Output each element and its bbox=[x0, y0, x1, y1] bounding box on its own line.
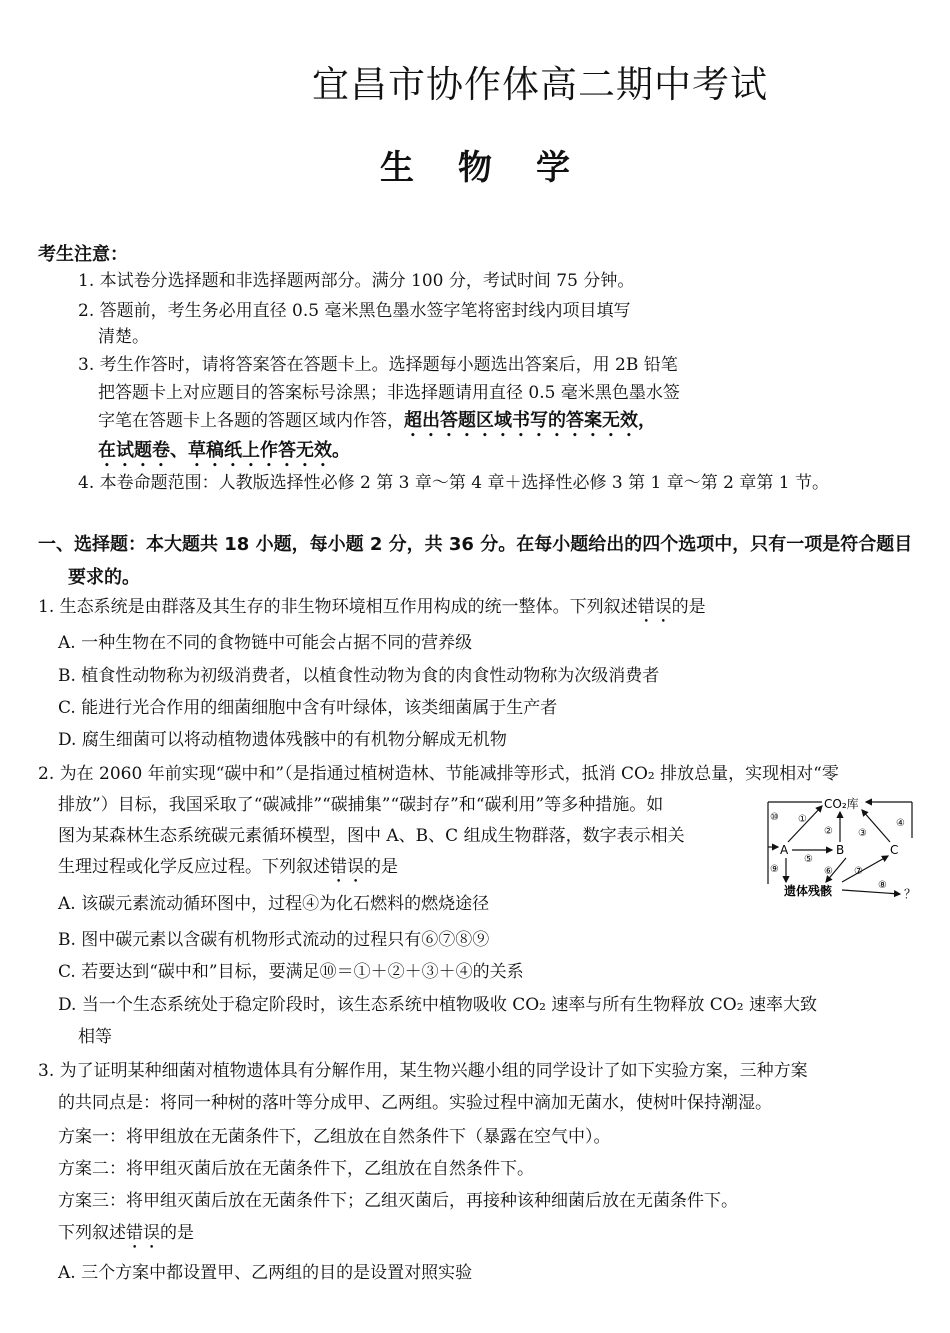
stem-text: 的是 bbox=[160, 1223, 194, 1243]
question-stem bbox=[58, 856, 398, 887]
stem-text: 1. 生态系统是由群落及其生存的非生物环境相互作用构成的统一整体。下列叙述 bbox=[38, 597, 638, 617]
subject-title bbox=[380, 140, 570, 189]
notice-item: 4. 本卷命题范围：人教版选择性必修 2 第 3 章～第 4 章＋选择性必修 3 第 1 章～第 2 章第 1 节。 bbox=[78, 473, 829, 493]
notice-emphasis: 超出答题区域书写的答案无效， bbox=[404, 410, 656, 431]
process-label: ⑤ bbox=[804, 854, 813, 865]
question-stem: 2. 为在 2060 年前实现“碳中和”（是指通过植树造林、节能减排等形式，抵消 CO₂ 排放总量，实现相对“零 bbox=[38, 764, 839, 784]
exam-title: 宜昌市协作体高二期中考试 bbox=[312, 63, 768, 106]
section-heading-cont: 要求的。 bbox=[68, 567, 140, 588]
stem-text: 的是 bbox=[671, 597, 706, 617]
notice-item: 3. 考生作答时，请将答案答在答题卡上。选择题每小题选出答案后，用 2B 铅笔 bbox=[78, 355, 678, 375]
option-d-cont: 相等 bbox=[78, 1027, 112, 1047]
notice-item: 清楚。 bbox=[98, 327, 149, 347]
option-d: D. 当一个生态系统处于稳定阶段时，该生态系统中植物吸收 CO₂ 速率与所有生物释放 CO₂ 速率大致 bbox=[58, 995, 817, 1015]
notice-item: 2. 答题前，考生务必用直径 0.5 毫米黑色墨水签字笔将密封线内项目填写 bbox=[78, 301, 631, 321]
subject-char: 物 bbox=[458, 148, 492, 188]
option-c: C. 若要达到“碳中和”目标，要满足⑩＝①＋②＋③＋④的关系 bbox=[58, 962, 524, 982]
plan-1: 方案一：将甲组放在无菌条件下，乙组放在自然条件下（暴露在空气中）。 bbox=[58, 1127, 611, 1147]
option-b: B. 图中碳元素以含碳有机物形式流动的过程只有⑥⑦⑧⑨ bbox=[58, 930, 490, 950]
notice-item bbox=[98, 410, 656, 441]
question-stem: 3. 为了证明某种细菌对植物遗体具有分解作用，某生物兴趣小组的同学设计了如下实验方案，三种方案 bbox=[38, 1061, 808, 1081]
notice-item-text: 字笔在答题卡上各题的答题区域内作答， bbox=[98, 411, 404, 431]
node-c-label: C bbox=[890, 843, 899, 857]
process-label: ③ bbox=[858, 828, 867, 839]
question-stem bbox=[38, 596, 706, 627]
arrow-7 bbox=[842, 856, 888, 882]
process-label: ⑩ bbox=[770, 812, 779, 823]
stem-key: 错误 bbox=[330, 857, 364, 877]
section-heading: 一、选择题：本大题共 18 小题，每小题 2 分，共 36 分。在每小题给出的四个选项中，只有一项是符合题目 bbox=[38, 534, 913, 555]
notice-item: 1. 本试卷分选择题和非选择题两部分。满分 100 分，考试时间 75 分钟。 bbox=[78, 271, 635, 291]
node-b-label: B bbox=[836, 843, 845, 857]
stem-key: 错误 bbox=[637, 597, 672, 617]
plan-3: 方案三：将甲组灭菌后放在无菌条件下；乙组灭菌后，再接种该种细菌后放在无菌条件下。 bbox=[58, 1191, 738, 1211]
question-ask bbox=[58, 1222, 194, 1253]
process-label: ⑥ bbox=[824, 866, 833, 877]
option-c: C. 能进行光合作用的细菌细胞中含有叶绿体，该类细菌属于生产者 bbox=[58, 698, 558, 718]
remains-label: 遗体残骸 bbox=[784, 884, 833, 898]
notice-item: 把答题卡上对应题目的答案标号涂黑；非选择题请用直径 0.5 毫米黑色墨水签 bbox=[98, 383, 680, 403]
option-b: B. 植食性动物称为初级消费者，以植食性动物为食的肉食性动物称为次级消费者 bbox=[58, 666, 660, 686]
arrow-8 bbox=[842, 890, 900, 894]
stem-key: 错误 bbox=[126, 1223, 160, 1243]
process-label: ⑦ bbox=[854, 866, 863, 877]
node-a-label: A bbox=[780, 843, 789, 857]
option-a: A. 该碳元素流动循环图中，过程④为化石燃料的燃烧途径 bbox=[58, 894, 490, 914]
carbon-cycle-diagram bbox=[762, 792, 922, 902]
question-stem: 的共同点是：将同一种树的落叶等分成甲、乙两组。实验过程中滴加无菌水，使树叶保持潮湿。 bbox=[58, 1093, 772, 1113]
stem-text: 下列叙述 bbox=[58, 1223, 126, 1243]
process-label: ⑨ bbox=[770, 864, 779, 875]
process-label: ② bbox=[824, 826, 833, 837]
option-a: A. 一种生物在不同的食物链中可能会占据不同的营养级 bbox=[58, 633, 473, 653]
question-stem: 排放”）目标，我国采取了“碳减排”“碳捕集”“碳封存”和“碳利用”等多种措施。如 bbox=[58, 795, 664, 815]
question-stem: 图为某森林生态系统碳元素循环模型，图中 A、B、C 组成生物群落，数字表示相关 bbox=[58, 826, 685, 846]
plan-2: 方案二：将甲组灭菌后放在无菌条件下，乙组放在自然条件下。 bbox=[58, 1159, 534, 1179]
option-d: D. 腐生细菌可以将动植物遗体残骸中的有机物分解成无机物 bbox=[58, 730, 507, 750]
subject-char: 学 bbox=[536, 148, 570, 188]
unknown-label: ？ bbox=[904, 887, 917, 901]
process-label: ⑧ bbox=[878, 880, 887, 891]
notice-heading: 考生注意： bbox=[38, 244, 128, 265]
stem-text: 的是 bbox=[364, 857, 398, 877]
process-label: ④ bbox=[896, 818, 905, 829]
stem-text: 生理过程或化学反应过程。下列叙述 bbox=[58, 857, 330, 877]
subject-char: 生 bbox=[380, 148, 414, 188]
option-a: A. 三个方案中都设置甲、乙两组的目的是设置对照实验 bbox=[58, 1263, 473, 1283]
notice-emphasis: 在试题卷、草稿纸上作答无效。 bbox=[98, 440, 350, 461]
co2-pool-label: CO₂库 bbox=[824, 797, 859, 811]
process-label: ① bbox=[798, 814, 807, 825]
